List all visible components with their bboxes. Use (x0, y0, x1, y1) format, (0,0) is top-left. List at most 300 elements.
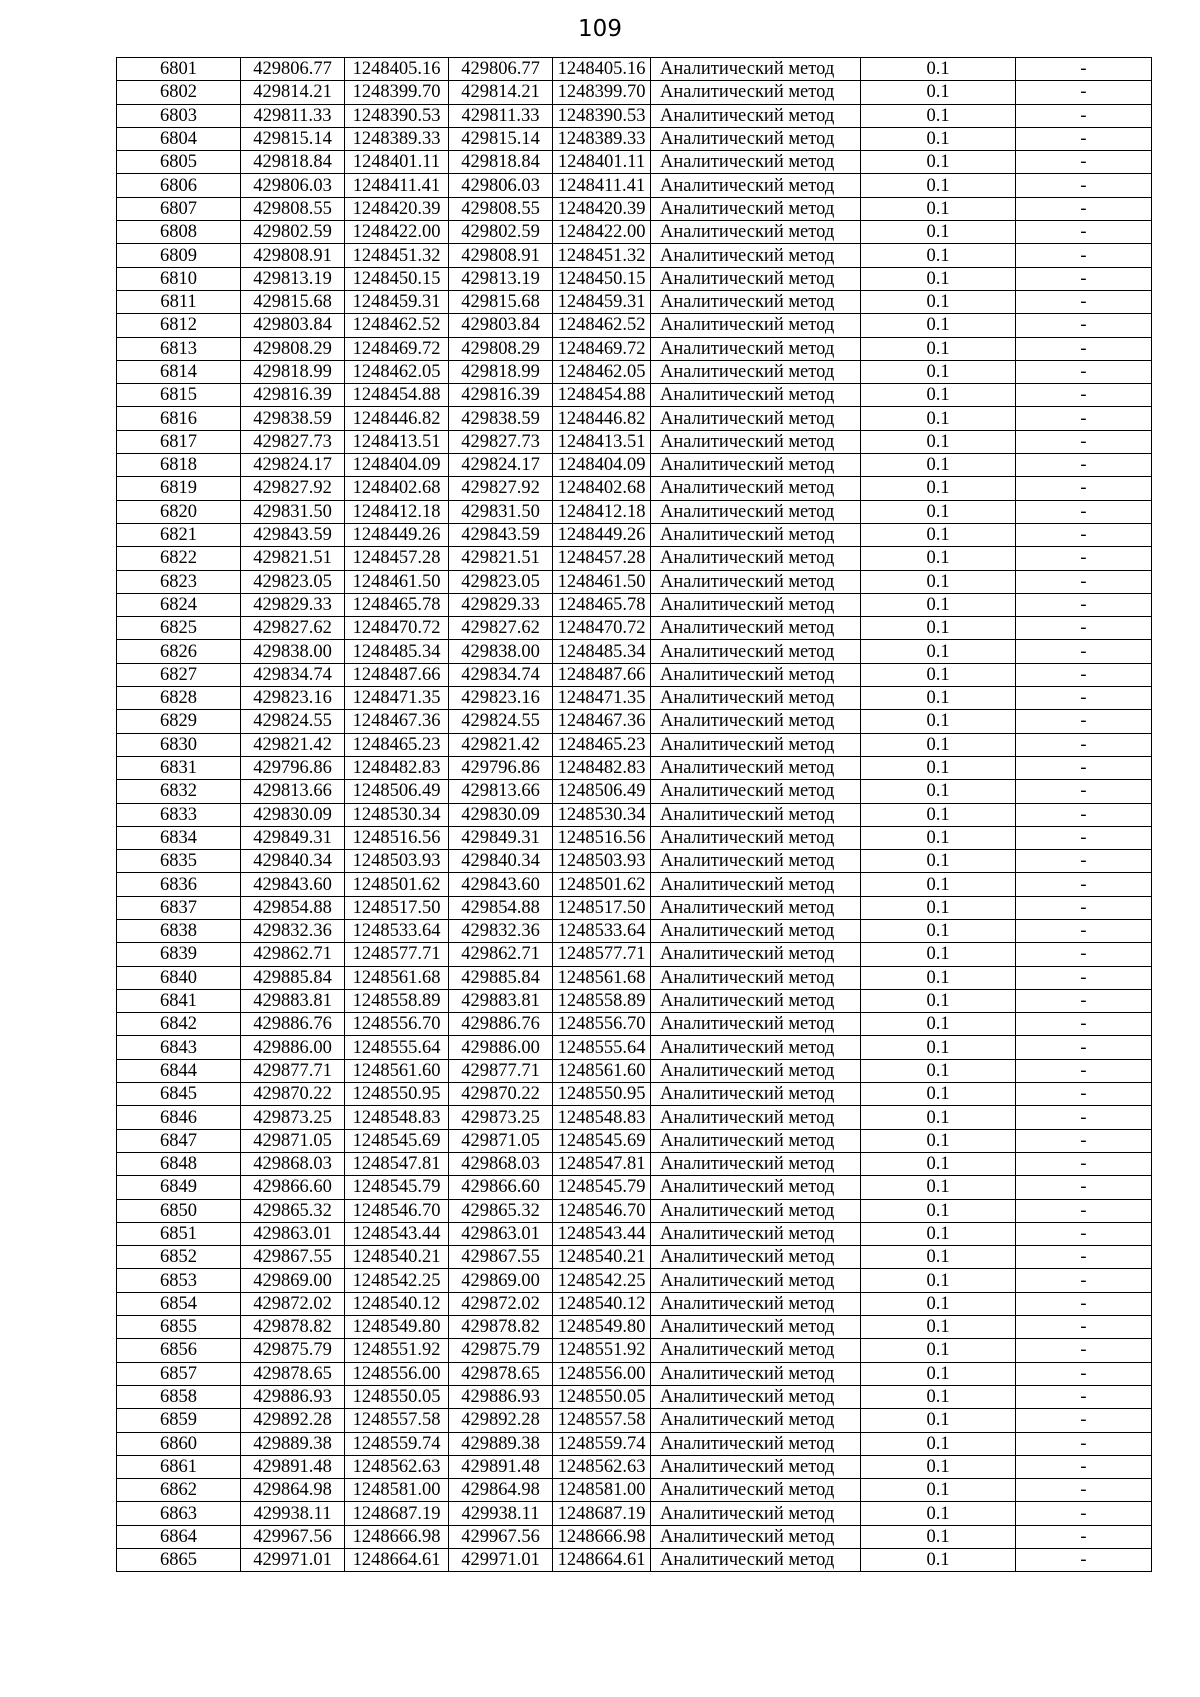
note-cell: - (1016, 290, 1152, 313)
method-cell: Аналитический метод (651, 896, 861, 919)
method-cell: Аналитический метод (651, 477, 861, 500)
point-number-cell: 6852 (117, 1246, 241, 1269)
accuracy-cell: 0.1 (861, 127, 1016, 150)
x-coordinate-cell: 429815.14 (241, 127, 345, 150)
table-row (117, 896, 1152, 919)
note-cell: - (1016, 617, 1152, 640)
method-cell: Аналитический метод (651, 826, 861, 849)
x-coordinate-cell: 429813.66 (449, 780, 553, 803)
y-coordinate-cell: 1248540.21 (345, 1246, 449, 1269)
x-coordinate-cell: 429830.09 (449, 803, 553, 826)
x-coordinate-cell: 429854.88 (449, 896, 553, 919)
method-cell: Аналитический метод (651, 873, 861, 896)
table-row (117, 1269, 1152, 1292)
accuracy-cell: 0.1 (861, 1269, 1016, 1292)
y-coordinate-cell: 1248545.79 (345, 1176, 449, 1199)
point-number-cell: 6826 (117, 640, 241, 663)
y-coordinate-cell: 1248465.23 (553, 733, 651, 756)
y-coordinate-cell: 1248561.60 (553, 1059, 651, 1082)
note-cell: - (1016, 523, 1152, 546)
method-cell: Аналитический метод (651, 617, 861, 640)
y-coordinate-cell: 1248446.82 (345, 407, 449, 430)
note-cell: - (1016, 1339, 1152, 1362)
method-cell: Аналитический метод (651, 197, 861, 220)
x-coordinate-cell: 429971.01 (241, 1549, 345, 1572)
x-coordinate-cell: 429866.60 (449, 1176, 553, 1199)
accuracy-cell: 0.1 (861, 1129, 1016, 1152)
x-coordinate-cell: 429862.71 (449, 943, 553, 966)
accuracy-cell: 0.1 (861, 640, 1016, 663)
x-coordinate-cell: 429868.03 (449, 1152, 553, 1175)
note-cell: - (1016, 337, 1152, 360)
method-cell: Аналитический метод (651, 966, 861, 989)
x-coordinate-cell: 429816.39 (449, 384, 553, 407)
y-coordinate-cell: 1248543.44 (345, 1222, 449, 1245)
method-cell: Аналитический метод (651, 1246, 861, 1269)
method-cell: Аналитический метод (651, 710, 861, 733)
point-number-cell: 6805 (117, 151, 241, 174)
accuracy-cell: 0.1 (861, 1409, 1016, 1432)
accuracy-cell: 0.1 (861, 500, 1016, 523)
y-coordinate-cell: 1248451.32 (553, 244, 651, 267)
x-coordinate-cell: 429886.76 (241, 1013, 345, 1036)
x-coordinate-cell: 429818.99 (449, 360, 553, 383)
y-coordinate-cell: 1248457.28 (345, 547, 449, 570)
accuracy-cell: 0.1 (861, 919, 1016, 942)
y-coordinate-cell: 1248558.89 (553, 989, 651, 1012)
x-coordinate-cell: 429834.74 (449, 663, 553, 686)
point-number-cell: 6802 (117, 81, 241, 104)
x-coordinate-cell: 429892.28 (241, 1409, 345, 1432)
point-number-cell: 6817 (117, 430, 241, 453)
y-coordinate-cell: 1248561.68 (553, 966, 651, 989)
y-coordinate-cell: 1248550.05 (553, 1385, 651, 1408)
y-coordinate-cell: 1248411.41 (553, 174, 651, 197)
x-coordinate-cell: 429889.38 (449, 1432, 553, 1455)
y-coordinate-cell: 1248506.49 (345, 780, 449, 803)
table-row (117, 1106, 1152, 1129)
x-coordinate-cell: 429938.11 (449, 1502, 553, 1525)
y-coordinate-cell: 1248451.32 (345, 244, 449, 267)
method-cell: Аналитический метод (651, 1525, 861, 1548)
method-cell: Аналитический метод (651, 687, 861, 710)
y-coordinate-cell: 1248470.72 (553, 617, 651, 640)
accuracy-cell: 0.1 (861, 1106, 1016, 1129)
x-coordinate-cell: 429814.21 (241, 81, 345, 104)
accuracy-cell: 0.1 (861, 1316, 1016, 1339)
note-cell: - (1016, 593, 1152, 616)
point-number-cell: 6853 (117, 1269, 241, 1292)
x-coordinate-cell: 429829.33 (241, 593, 345, 616)
y-coordinate-cell: 1248559.74 (553, 1432, 651, 1455)
y-coordinate-cell: 1248405.16 (553, 58, 651, 81)
accuracy-cell: 0.1 (861, 1292, 1016, 1315)
point-number-cell: 6850 (117, 1199, 241, 1222)
method-cell: Аналитический метод (651, 1549, 861, 1572)
x-coordinate-cell: 429815.68 (241, 290, 345, 313)
accuracy-cell: 0.1 (861, 710, 1016, 733)
note-cell: - (1016, 267, 1152, 290)
method-cell: Аналитический метод (651, 640, 861, 663)
table-row (117, 547, 1152, 570)
accuracy-cell: 0.1 (861, 407, 1016, 430)
table-row (117, 570, 1152, 593)
accuracy-cell: 0.1 (861, 454, 1016, 477)
point-number-cell: 6837 (117, 896, 241, 919)
x-coordinate-cell: 429827.73 (449, 430, 553, 453)
y-coordinate-cell: 1248482.83 (553, 756, 651, 779)
note-cell: - (1016, 640, 1152, 663)
point-number-cell: 6860 (117, 1432, 241, 1455)
x-coordinate-cell: 429843.60 (241, 873, 345, 896)
x-coordinate-cell: 429877.71 (241, 1059, 345, 1082)
table-row (117, 756, 1152, 779)
y-coordinate-cell: 1248664.61 (345, 1549, 449, 1572)
table-row (117, 430, 1152, 453)
table-row (117, 873, 1152, 896)
point-number-cell: 6858 (117, 1385, 241, 1408)
x-coordinate-cell: 429878.82 (449, 1316, 553, 1339)
y-coordinate-cell: 1248469.72 (553, 337, 651, 360)
point-number-cell: 6808 (117, 221, 241, 244)
x-coordinate-cell: 429838.00 (449, 640, 553, 663)
accuracy-cell: 0.1 (861, 81, 1016, 104)
x-coordinate-cell: 429796.86 (449, 756, 553, 779)
y-coordinate-cell: 1248470.72 (345, 617, 449, 640)
x-coordinate-cell: 429886.76 (449, 1013, 553, 1036)
x-coordinate-cell: 429875.79 (449, 1339, 553, 1362)
y-coordinate-cell: 1248405.16 (345, 58, 449, 81)
accuracy-cell: 0.1 (861, 384, 1016, 407)
y-coordinate-cell: 1248462.05 (553, 360, 651, 383)
y-coordinate-cell: 1248664.61 (553, 1549, 651, 1572)
note-cell: - (1016, 1549, 1152, 1572)
x-coordinate-cell: 429886.93 (449, 1385, 553, 1408)
x-coordinate-cell: 429869.00 (449, 1269, 553, 1292)
method-cell: Аналитический метод (651, 1036, 861, 1059)
y-coordinate-cell: 1248390.53 (553, 104, 651, 127)
x-coordinate-cell: 429865.32 (241, 1199, 345, 1222)
table-row (117, 593, 1152, 616)
point-number-cell: 6857 (117, 1362, 241, 1385)
x-coordinate-cell: 429818.99 (241, 360, 345, 383)
x-coordinate-cell: 429891.48 (241, 1455, 345, 1478)
x-coordinate-cell: 429808.55 (449, 197, 553, 220)
x-coordinate-cell: 429840.34 (449, 850, 553, 873)
note-cell: - (1016, 1036, 1152, 1059)
x-coordinate-cell: 429862.71 (241, 943, 345, 966)
table-row (117, 1152, 1152, 1175)
x-coordinate-cell: 429849.31 (241, 826, 345, 849)
y-coordinate-cell: 1248687.19 (345, 1502, 449, 1525)
table-row (117, 174, 1152, 197)
table-row (117, 780, 1152, 803)
x-coordinate-cell: 429806.03 (449, 174, 553, 197)
y-coordinate-cell: 1248556.70 (553, 1013, 651, 1036)
x-coordinate-cell: 429864.98 (241, 1479, 345, 1502)
x-coordinate-cell: 429827.62 (449, 617, 553, 640)
table-row (117, 966, 1152, 989)
x-coordinate-cell: 429870.22 (449, 1083, 553, 1106)
note-cell: - (1016, 244, 1152, 267)
point-number-cell: 6854 (117, 1292, 241, 1315)
method-cell: Аналитический метод (651, 221, 861, 244)
accuracy-cell: 0.1 (861, 1246, 1016, 1269)
method-cell: Аналитический метод (651, 360, 861, 383)
note-cell: - (1016, 104, 1152, 127)
x-coordinate-cell: 429808.55 (241, 197, 345, 220)
x-coordinate-cell: 429838.59 (449, 407, 553, 430)
accuracy-cell: 0.1 (861, 1199, 1016, 1222)
method-cell: Аналитический метод (651, 1129, 861, 1152)
y-coordinate-cell: 1248402.68 (553, 477, 651, 500)
y-coordinate-cell: 1248557.58 (345, 1409, 449, 1432)
method-cell: Аналитический метод (651, 174, 861, 197)
x-coordinate-cell: 429831.50 (449, 500, 553, 523)
x-coordinate-cell: 429871.05 (241, 1129, 345, 1152)
note-cell: - (1016, 314, 1152, 337)
y-coordinate-cell: 1248485.34 (553, 640, 651, 663)
method-cell: Аналитический метод (651, 1059, 861, 1082)
note-cell: - (1016, 1316, 1152, 1339)
table-row (117, 1222, 1152, 1245)
accuracy-cell: 0.1 (861, 104, 1016, 127)
method-cell: Аналитический метод (651, 1106, 861, 1129)
point-number-cell: 6848 (117, 1152, 241, 1175)
note-cell: - (1016, 1129, 1152, 1152)
note-cell: - (1016, 127, 1152, 150)
method-cell: Аналитический метод (651, 850, 861, 873)
method-cell: Аналитический метод (651, 1152, 861, 1175)
x-coordinate-cell: 429868.03 (241, 1152, 345, 1175)
point-number-cell: 6804 (117, 127, 241, 150)
x-coordinate-cell: 429878.65 (449, 1362, 553, 1385)
point-number-cell: 6816 (117, 407, 241, 430)
table-row (117, 919, 1152, 942)
table-row (117, 314, 1152, 337)
y-coordinate-cell: 1248550.95 (553, 1083, 651, 1106)
table-row (117, 500, 1152, 523)
x-coordinate-cell: 429864.98 (449, 1479, 553, 1502)
y-coordinate-cell: 1248471.35 (553, 687, 651, 710)
table-row (117, 454, 1152, 477)
point-number-cell: 6847 (117, 1129, 241, 1152)
x-coordinate-cell: 429832.36 (241, 919, 345, 942)
y-coordinate-cell: 1248465.23 (345, 733, 449, 756)
table-row (117, 384, 1152, 407)
x-coordinate-cell: 429827.73 (241, 430, 345, 453)
method-cell: Аналитический метод (651, 267, 861, 290)
y-coordinate-cell: 1248543.44 (553, 1222, 651, 1245)
y-coordinate-cell: 1248545.69 (345, 1129, 449, 1152)
point-number-cell: 6835 (117, 850, 241, 873)
method-cell: Аналитический метод (651, 1339, 861, 1362)
y-coordinate-cell: 1248530.34 (345, 803, 449, 826)
method-cell: Аналитический метод (651, 104, 861, 127)
table-row (117, 663, 1152, 686)
x-coordinate-cell: 429838.59 (241, 407, 345, 430)
point-number-cell: 6839 (117, 943, 241, 966)
x-coordinate-cell: 429938.11 (241, 1502, 345, 1525)
y-coordinate-cell: 1248450.15 (345, 267, 449, 290)
method-cell: Аналитический метод (651, 733, 861, 756)
point-number-cell: 6814 (117, 360, 241, 383)
y-coordinate-cell: 1248551.92 (553, 1339, 651, 1362)
point-number-cell: 6806 (117, 174, 241, 197)
point-number-cell: 6849 (117, 1176, 241, 1199)
method-cell: Аналитический метод (651, 407, 861, 430)
note-cell: - (1016, 151, 1152, 174)
y-coordinate-cell: 1248556.00 (553, 1362, 651, 1385)
point-number-cell: 6832 (117, 780, 241, 803)
method-cell: Аналитический метод (651, 290, 861, 313)
table-row (117, 523, 1152, 546)
y-coordinate-cell: 1248412.18 (553, 500, 651, 523)
y-coordinate-cell: 1248530.34 (553, 803, 651, 826)
x-coordinate-cell: 429878.65 (241, 1362, 345, 1385)
note-cell: - (1016, 1385, 1152, 1408)
page-number: 109 (578, 16, 622, 42)
x-coordinate-cell: 429885.84 (241, 966, 345, 989)
coordinates-table (116, 57, 1152, 1572)
y-coordinate-cell: 1248556.70 (345, 1013, 449, 1036)
x-coordinate-cell: 429818.84 (449, 151, 553, 174)
note-cell: - (1016, 710, 1152, 733)
point-number-cell: 6818 (117, 454, 241, 477)
method-cell: Аналитический метод (651, 1316, 861, 1339)
table-row (117, 1502, 1152, 1525)
y-coordinate-cell: 1248459.31 (553, 290, 651, 313)
y-coordinate-cell: 1248562.63 (345, 1455, 449, 1478)
point-number-cell: 6843 (117, 1036, 241, 1059)
y-coordinate-cell: 1248420.39 (553, 197, 651, 220)
method-cell: Аналитический метод (651, 314, 861, 337)
note-cell: - (1016, 477, 1152, 500)
table-row (117, 81, 1152, 104)
note-cell: - (1016, 1222, 1152, 1245)
x-coordinate-cell: 429811.33 (241, 104, 345, 127)
accuracy-cell: 0.1 (861, 1549, 1016, 1572)
note-cell: - (1016, 407, 1152, 430)
x-coordinate-cell: 429824.55 (241, 710, 345, 733)
point-number-cell: 6807 (117, 197, 241, 220)
note-cell: - (1016, 547, 1152, 570)
method-cell: Аналитический метод (651, 663, 861, 686)
x-coordinate-cell: 429824.55 (449, 710, 553, 733)
x-coordinate-cell: 429838.00 (241, 640, 345, 663)
x-coordinate-cell: 429824.17 (449, 454, 553, 477)
point-number-cell: 6841 (117, 989, 241, 1012)
y-coordinate-cell: 1248503.93 (553, 850, 651, 873)
table-row (117, 197, 1152, 220)
y-coordinate-cell: 1248462.05 (345, 360, 449, 383)
accuracy-cell: 0.1 (861, 943, 1016, 966)
y-coordinate-cell: 1248561.60 (345, 1059, 449, 1082)
point-number-cell: 6823 (117, 570, 241, 593)
method-cell: Аналитический метод (651, 1385, 861, 1408)
y-coordinate-cell: 1248561.68 (345, 966, 449, 989)
table-row (117, 58, 1152, 81)
x-coordinate-cell: 429827.92 (241, 477, 345, 500)
method-cell: Аналитический метод (651, 337, 861, 360)
accuracy-cell: 0.1 (861, 873, 1016, 896)
accuracy-cell: 0.1 (861, 733, 1016, 756)
y-coordinate-cell: 1248471.35 (345, 687, 449, 710)
point-number-cell: 6821 (117, 523, 241, 546)
table-row (117, 1013, 1152, 1036)
y-coordinate-cell: 1248559.74 (345, 1432, 449, 1455)
method-cell: Аналитический метод (651, 593, 861, 616)
method-cell: Аналитический метод (651, 244, 861, 267)
method-cell: Аналитический метод (651, 430, 861, 453)
y-coordinate-cell: 1248449.26 (345, 523, 449, 546)
note-cell: - (1016, 1269, 1152, 1292)
table-row (117, 617, 1152, 640)
x-coordinate-cell: 429813.19 (449, 267, 553, 290)
y-coordinate-cell: 1248581.00 (553, 1479, 651, 1502)
accuracy-cell: 0.1 (861, 477, 1016, 500)
y-coordinate-cell: 1248454.88 (345, 384, 449, 407)
x-coordinate-cell: 429823.16 (241, 687, 345, 710)
y-coordinate-cell: 1248449.26 (553, 523, 651, 546)
x-coordinate-cell: 429875.79 (241, 1339, 345, 1362)
note-cell: - (1016, 454, 1152, 477)
x-coordinate-cell: 429821.42 (449, 733, 553, 756)
y-coordinate-cell: 1248404.09 (553, 454, 651, 477)
method-cell: Аналитический метод (651, 1362, 861, 1385)
accuracy-cell: 0.1 (861, 1152, 1016, 1175)
x-coordinate-cell: 429971.01 (449, 1549, 553, 1572)
note-cell: - (1016, 826, 1152, 849)
method-cell: Аналитический метод (651, 1409, 861, 1432)
y-coordinate-cell: 1248389.33 (345, 127, 449, 150)
point-number-cell: 6864 (117, 1525, 241, 1548)
method-cell: Аналитический метод (651, 1013, 861, 1036)
accuracy-cell: 0.1 (861, 244, 1016, 267)
accuracy-cell: 0.1 (861, 896, 1016, 919)
accuracy-cell: 0.1 (861, 826, 1016, 849)
accuracy-cell: 0.1 (861, 1432, 1016, 1455)
y-coordinate-cell: 1248467.36 (553, 710, 651, 733)
note-cell: - (1016, 803, 1152, 826)
table-row (117, 127, 1152, 150)
y-coordinate-cell: 1248467.36 (345, 710, 449, 733)
table-row (117, 1176, 1152, 1199)
x-coordinate-cell: 429878.82 (241, 1316, 345, 1339)
note-cell: - (1016, 873, 1152, 896)
y-coordinate-cell: 1248546.70 (345, 1199, 449, 1222)
point-number-cell: 6842 (117, 1013, 241, 1036)
table-row (117, 1059, 1152, 1082)
point-number-cell: 6803 (117, 104, 241, 127)
point-number-cell: 6863 (117, 1502, 241, 1525)
x-coordinate-cell: 429808.91 (449, 244, 553, 267)
y-coordinate-cell: 1248581.00 (345, 1479, 449, 1502)
table-row (117, 850, 1152, 873)
point-number-cell: 6812 (117, 314, 241, 337)
method-cell: Аналитический метод (651, 1292, 861, 1315)
table-row (117, 1316, 1152, 1339)
accuracy-cell: 0.1 (861, 1455, 1016, 1478)
table-row (117, 687, 1152, 710)
y-coordinate-cell: 1248548.83 (553, 1106, 651, 1129)
method-cell: Аналитический метод (651, 1479, 861, 1502)
table-row (117, 1385, 1152, 1408)
point-number-cell: 6833 (117, 803, 241, 826)
accuracy-cell: 0.1 (861, 850, 1016, 873)
point-number-cell: 6838 (117, 919, 241, 942)
y-coordinate-cell: 1248412.18 (345, 500, 449, 523)
